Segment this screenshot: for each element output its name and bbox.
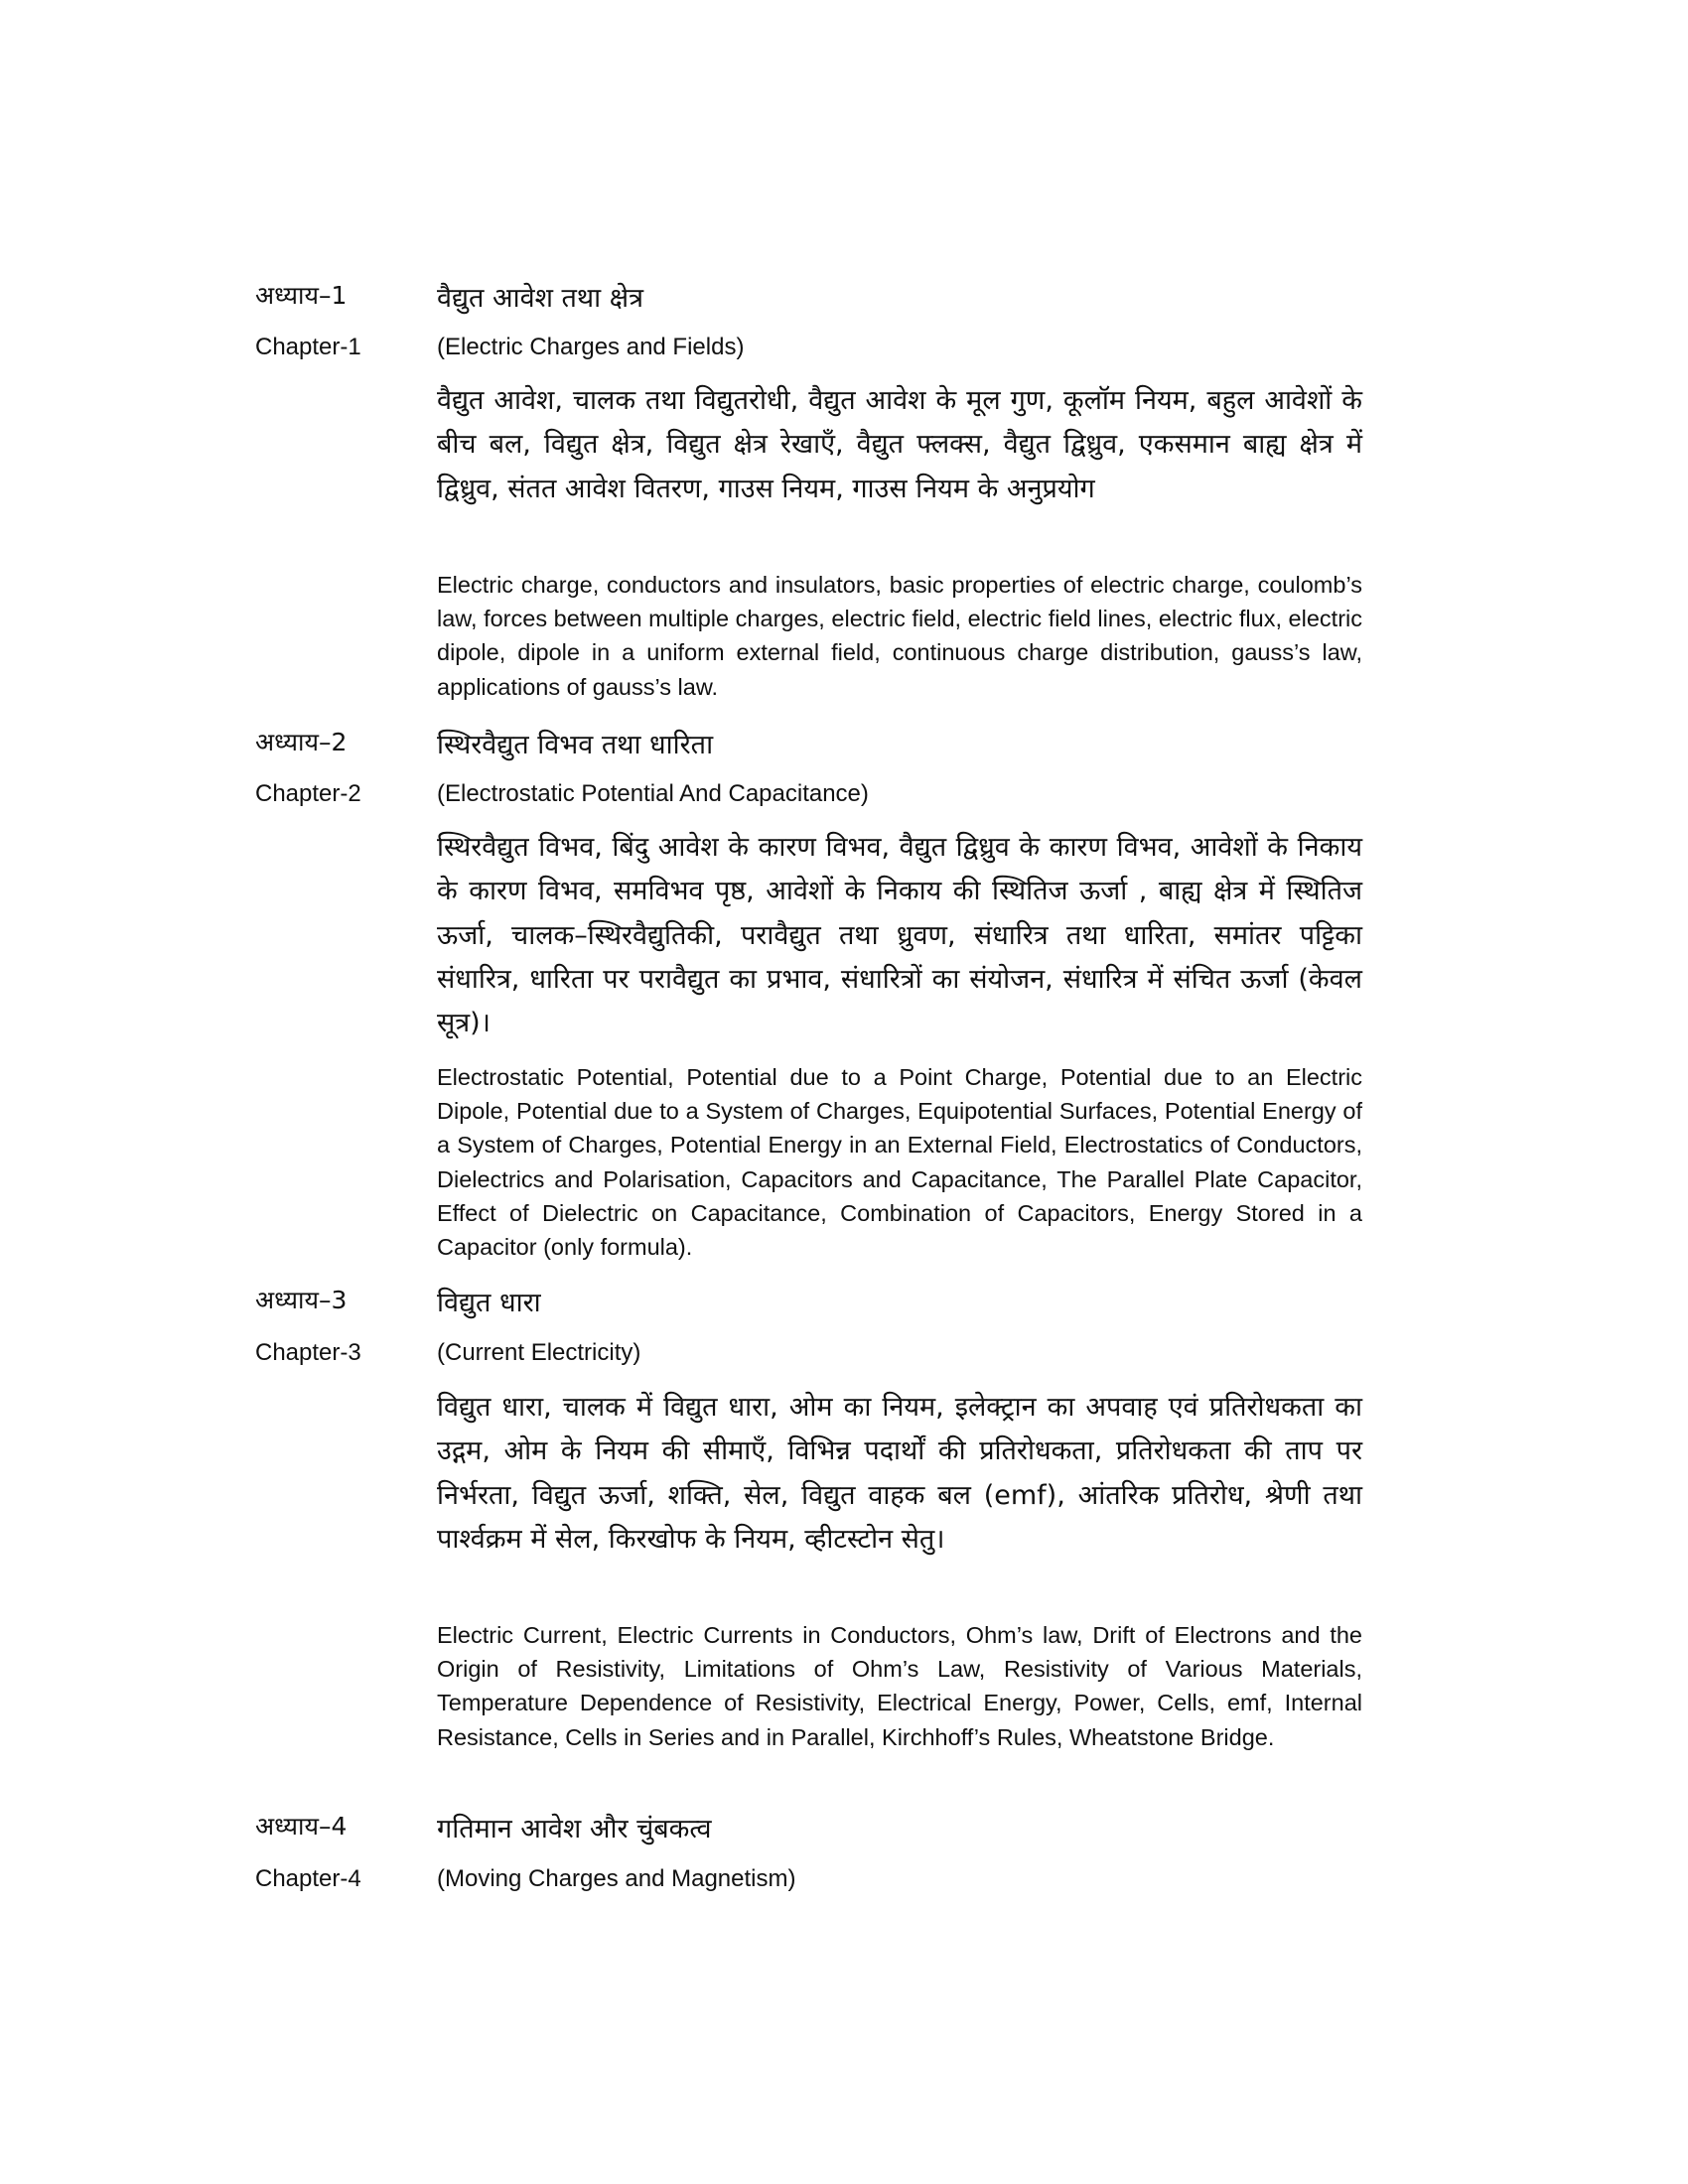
chapter-3-hindi-content: विद्युत धारा, चालक में विद्युत धारा, ओम का नियम, इलेक्ट्रान का अपवाह एवं प्रतिरोधकता का उद्गम, ओम के नियम की सीमाएँ, विभिन्न पदार्थों की प्रतिरोधकता, प्रतिरोधकता की ताप पर निर्भरता, विद्युत ऊर्जा, शक्ति, सेल, विद्युत वाहक बल (emf), आंतरिक प्रतिरोध, श्रेणी तथा पार्श्वक्रम में सेल, किरखोफ के नियम, व्हीटस्टोन सेतु। [437,1392,1362,1555]
chapter-label-english: Chapter-1 [255,334,361,360]
chapter-title-english: (Electrostatic Potential And Capacitance) [437,780,869,807]
chapter-title-english: (Moving Charges and Magnetism) [437,1865,796,1892]
chapter-1-english-content: Electric charge, conductors and insulators, basic properties of electric charge, coulomb’s law, forces between multiple charges, electric field, electric field lines, electric flux, electric dipole, dipole in a uniform external field, continuous charge distribution, gauss’s law, applications of gauss’s law. [437,572,1362,700]
chapter-label-hindi: अध्याय–1 [255,281,348,310]
chapter-label-hindi: अध्याय–3 [255,1286,348,1314]
chapter-1-hindi-content: वैद्युत आवेश, चालक तथा विद्युतरोधी, वैद्युत आवेश के मूल गुण, कूलॉम नियम, बहुल आवेशों के बीच बल, विद्युत क्षेत्र, विद्युत क्षेत्र रेखाएँ, वैद्युत फ्लक्स, वैद्युत द्विध्रुव, एकसमान बाह्य क्षेत्र में द्विध्रुव, संतत आवेश वितरण, गाउस नियम, गाउस नियम के अनुप्रयोग [437,385,1362,504]
chapter-title-hindi: वैद्युत आवेश तथा क्षेत्र [437,283,644,314]
chapter-label-english: Chapter-2 [255,780,361,807]
chapter-label-english: Chapter-4 [255,1865,361,1892]
chapter-label-hindi: अध्याय–4 [255,1812,348,1841]
chapter-title-english: (Current Electricity) [437,1339,641,1366]
chapter-title-hindi: गतिमान आवेश और चुंबकत्व [437,1814,712,1844]
chapter-2-english-content: Electrostatic Potential, Potential due to a Point Charge, Potential due to an Electric Dipole, Potential due to a System of Charges, Equipotential Surfaces, Potential Energy of a System of Charges, Potential Energy in an External Field, Electrostatics of Conductors, Dielectrics and Polarisation, Capacitors and Capacitance, The Parallel Plate Capacitor, Effect of Dielectric on Capacitance, Combination of Capacitors, Energy Stored in a Capacitor (only formula). [437,1064,1362,1261]
chapter-title-english: (Electric Charges and Fields) [437,334,745,360]
chapter-3-english-content: Electric Current, Electric Currents in Conductors, Ohm’s law, Drift of Electrons and the Origin of Resistivity, Limitations of Ohm’s Law, Resistivity of Various Materials, Temperature Dependence of Resistivity, Electrical Energy, Power, Cells, emf, Internal Resistance, Cells in Series and in Parallel, Kirchhoff’s Rules, Wheatstone Bridge. [437,1622,1362,1750]
chapter-2-hindi-content: स्थिरवैद्युत विभव, बिंदु आवेश के कारण विभव, वैद्युत द्विध्रुव के कारण विभव, आवेशों के निकाय के कारण विभव, समविभव पृष्ठ, आवेशों के निकाय की स्थितिज ऊर्जा , बाह्य क्षेत्र में स्थितिज ऊर्जा, चालक–स्थिरवैद्युतिकी, परावैद्युत तथा ध्रुवण, संधारित्र तथा धारिता, समांतर पट्टिका संधारित्र, धारिता पर परावैद्युत का प्रभाव, संधारित्रों का संयोजन, संधारित्र में संचित ऊर्जा (केवल सूत्र)। [437,832,1362,1039]
chapter-title-hindi: स्थिरवैद्युत विभव तथा धारिता [437,730,714,760]
chapter-title-hindi: विद्युत धारा [437,1288,541,1318]
chapter-label-english: Chapter-3 [255,1339,361,1366]
chapter-label-hindi: अध्याय–2 [255,728,348,756]
